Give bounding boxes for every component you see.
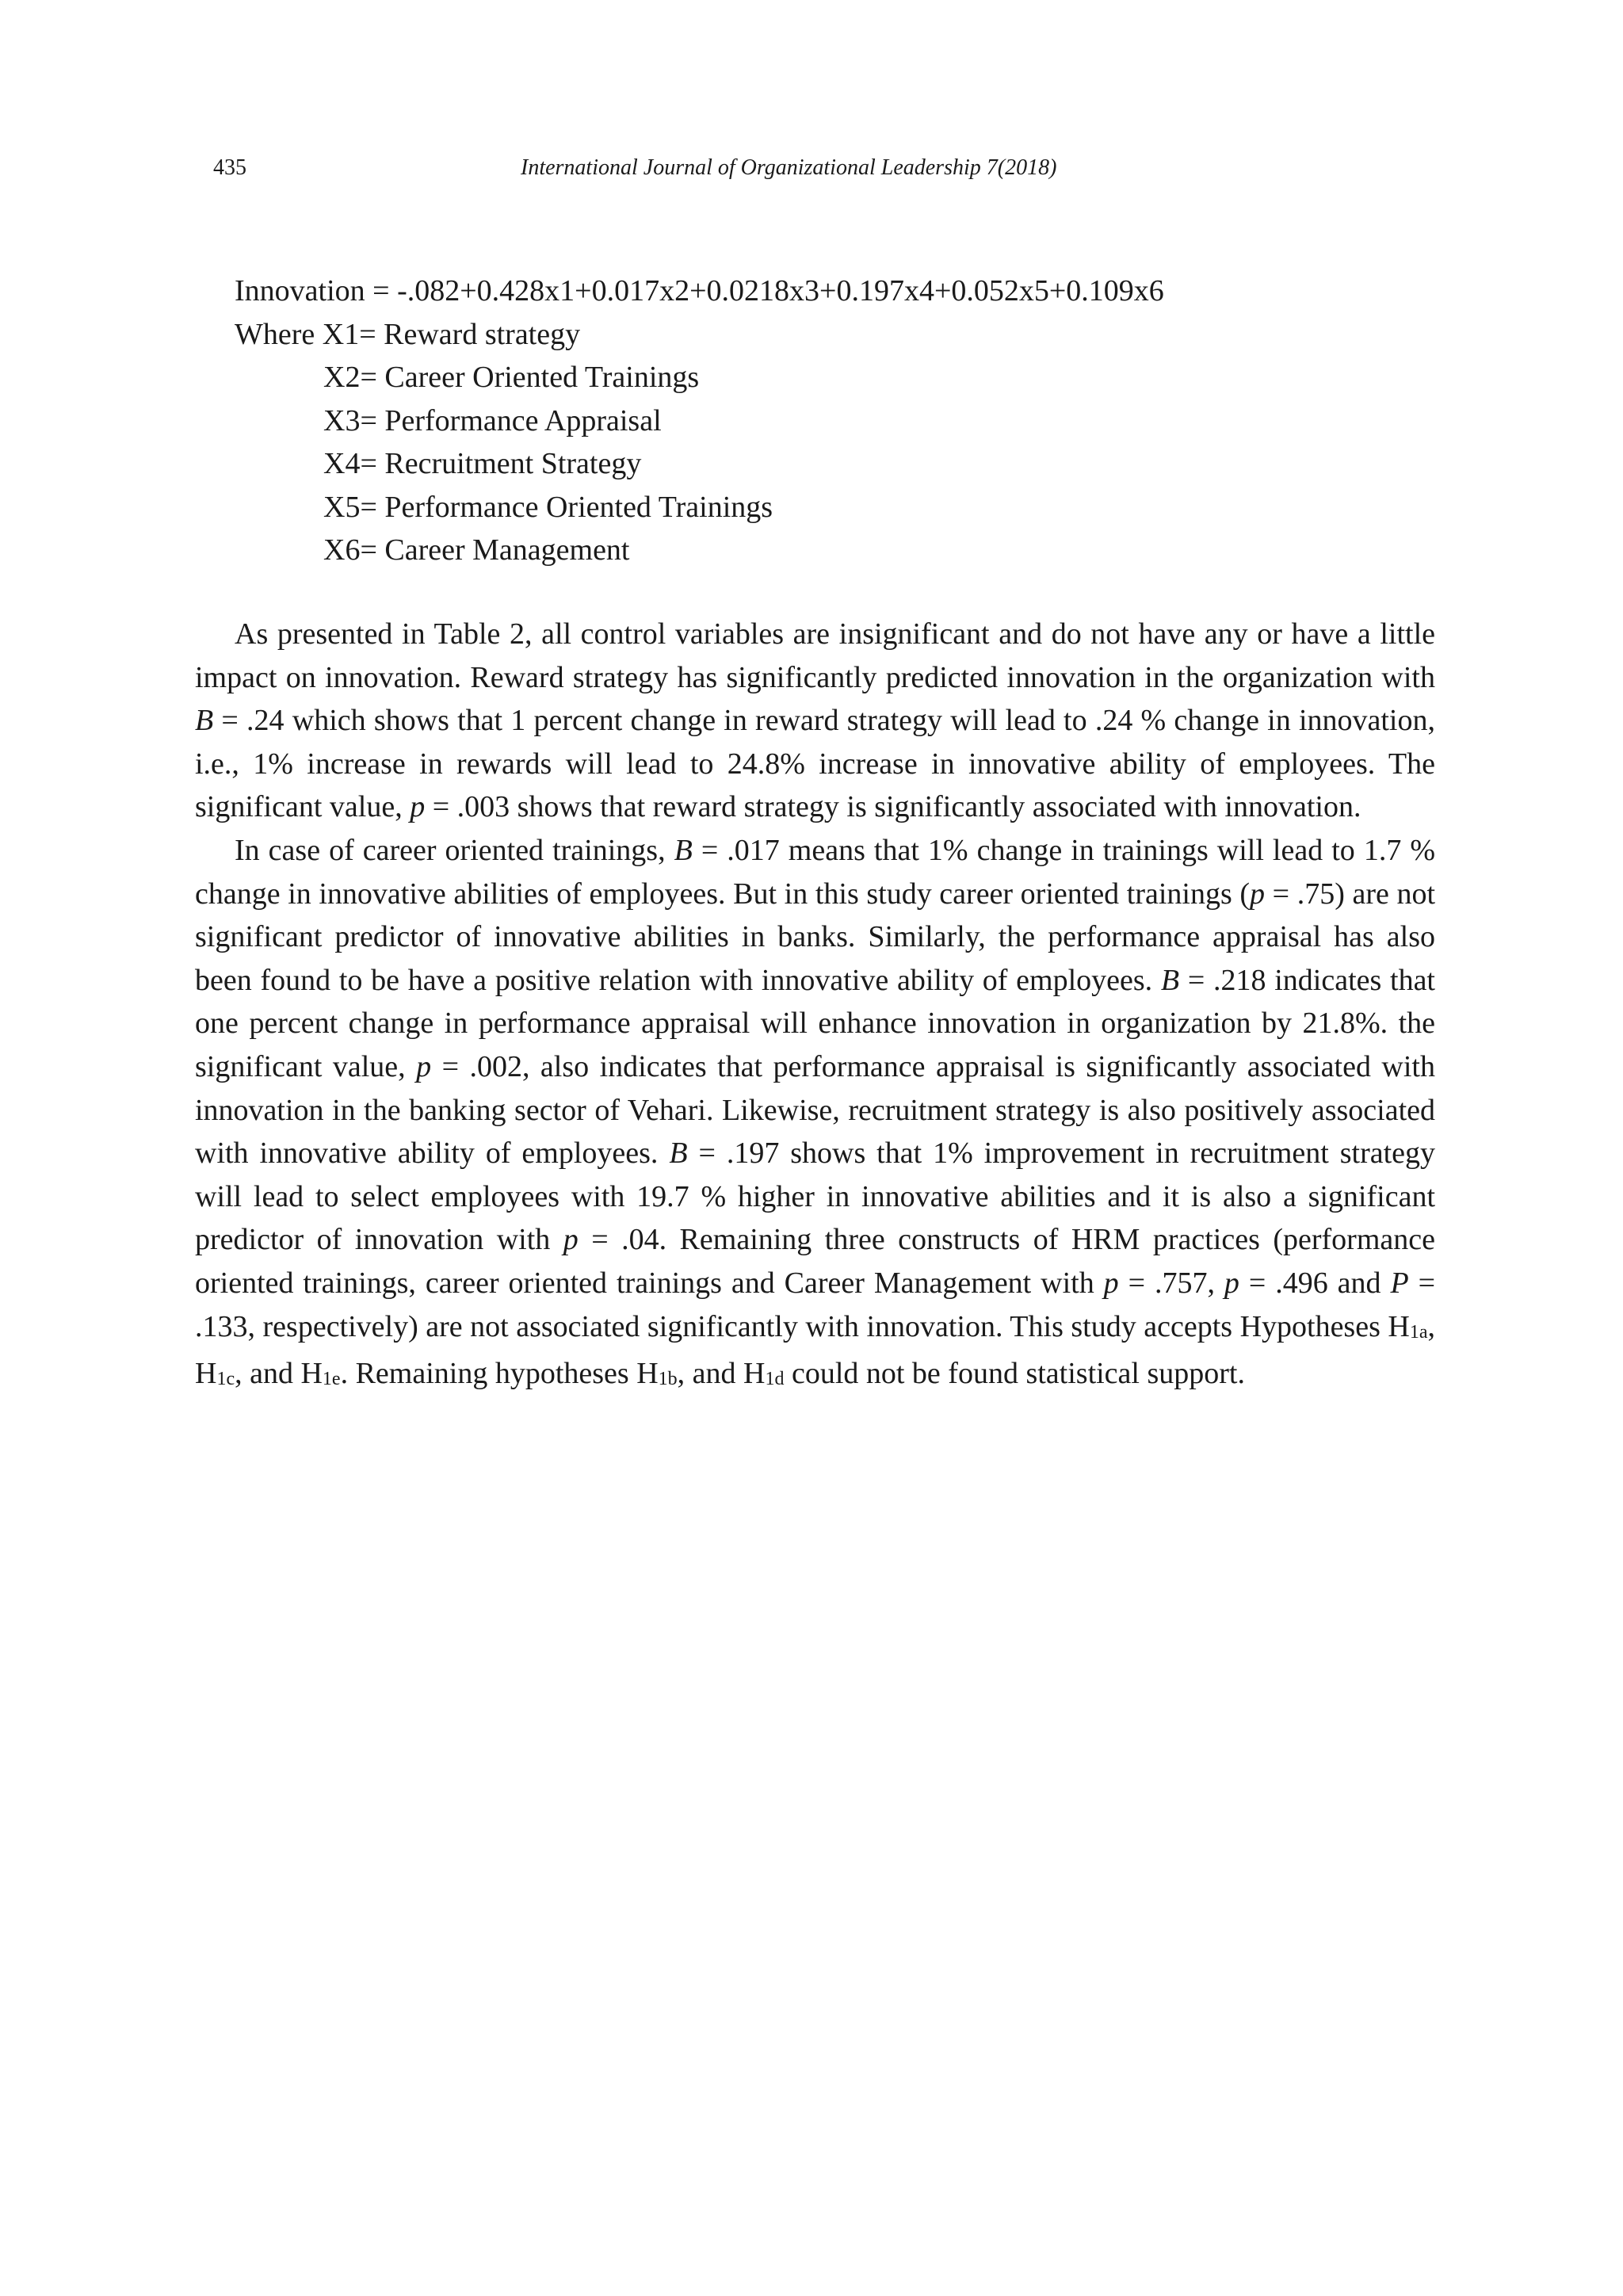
stat-symbol: p	[1224, 1266, 1239, 1300]
running-header	[213, 155, 1449, 187]
variable-x1: X1= Reward strategy	[322, 317, 581, 351]
text-span: = .496 and	[1239, 1266, 1391, 1300]
variable-x5: X5= Performance Oriented Trainings	[323, 490, 773, 524]
text-span: = .757,	[1118, 1266, 1224, 1300]
paragraph-career-trainings	[195, 829, 1435, 1400]
text-span: , and H	[235, 1357, 323, 1391]
text-span: , H	[195, 1309, 1435, 1391]
text-span: = .017 means that 1% change in trainings will lead to 1.7 % change in innovative abilities of employees. But in this study career oriented trainings (	[195, 833, 1436, 911]
where-line	[235, 313, 1164, 357]
stat-symbol: p	[410, 790, 426, 824]
page-number: 435	[213, 155, 246, 180]
text-span: = .75) are not significant predictor of innovative abilities in banks. Similarly, the performance appraisal has also been found to be have a positive relation with innovative ability of employees.	[195, 877, 1436, 997]
hypothesis-subscript: 1a	[1409, 1321, 1428, 1343]
text-span: = .133, respectively) are not associated significantly with innovation. This study accepts Hypotheses H	[195, 1266, 1436, 1343]
text-span: , and H	[677, 1357, 766, 1391]
stat-symbol: p	[1250, 877, 1266, 911]
stat-symbol: B	[195, 704, 214, 738]
variable-x2: X2= Career Oriented Trainings	[323, 361, 700, 394]
variable-x6: X6= Career Management	[323, 533, 630, 567]
text-span: could not be found statistical support.	[784, 1357, 1245, 1391]
text-span: = .218 indicates that one percent change in performance appraisal will enhance innovation in organization by 21.8%. the significant value,	[195, 963, 1435, 1083]
regression-equation: Innovation = -.082+0.428x1+0.017x2+0.0218x3+0.197x4+0.052x5+0.109x6	[235, 274, 1164, 308]
text-span: In case of career oriented trainings,	[235, 833, 674, 867]
stat-symbol: p	[1103, 1266, 1119, 1300]
variable-list	[235, 356, 1164, 572]
stat-symbol: B	[1160, 963, 1180, 997]
text-span: = .24 which shows that 1 percent change in reward strategy will lead to .24 % change in innovation, i.e., 1% increase in rewards will lead to 24.8% increase in innovative ability of employees. The significant value,	[195, 704, 1435, 824]
regression-equation-block	[235, 269, 1164, 572]
stat-symbol: B	[669, 1137, 688, 1171]
variable-x3: X3= Performance Appraisal	[323, 403, 662, 437]
stat-symbol: B	[674, 833, 693, 867]
hypothesis-subscript: 1e	[322, 1369, 341, 1390]
text-span: As presented in Table 2, all control variables are insignificant and do not have any or have a little impact on innovation. Reward strategy has significantly predicted innovation in the organization with	[195, 617, 1435, 694]
hypothesis-subscript: 1d	[765, 1369, 785, 1390]
hypothesis-subscript: 1b	[658, 1369, 678, 1390]
paragraph-reward-strategy	[195, 613, 1435, 829]
text-span: = .197 shows that 1% improvement in recruitment strategy will lead to select employees with 19.7 % higher in innovative abilities and it is also a significant predictor of innovation with	[195, 1137, 1436, 1257]
text-span: = .002, also indicates that performance appraisal is significantly associated with innovation in the banking sector of Vehari. Likewise, recruitment strategy is also positively associated with innovative ability of employees.	[195, 1049, 1435, 1171]
hypothesis-subscript: 1c	[216, 1369, 235, 1390]
body-text	[195, 613, 1435, 1400]
stat-symbol: p	[416, 1049, 432, 1083]
variable-x4: X4= Recruitment Strategy	[323, 447, 642, 480]
text-span: . Remaining hypotheses H	[340, 1357, 659, 1391]
journal-title: International Journal of Organizational Leadership 7(2018)	[521, 155, 1057, 180]
stat-symbol: P	[1390, 1266, 1409, 1300]
where-prefix: Where	[235, 317, 315, 351]
stat-symbol: p	[563, 1223, 579, 1257]
text-span: = .003 shows that reward strategy is significantly associated with innovation.	[425, 790, 1361, 824]
text-span: = .04. Remaining three constructs of HRM practices (performance oriented trainings, career oriented trainings and Career Management with	[195, 1223, 1435, 1300]
